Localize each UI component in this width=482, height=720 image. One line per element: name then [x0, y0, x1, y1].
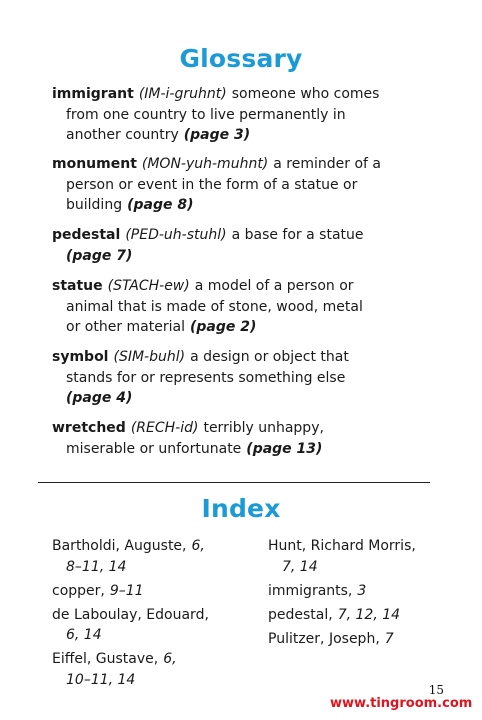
index-pages: 6,	[163, 651, 177, 667]
definition: miserable or unfortunate	[66, 440, 242, 457]
glossary-term: pedestal	[52, 227, 121, 243]
index-entry	[268, 581, 458, 602]
index-column-left	[52, 536, 252, 694]
index-pages: 7, 14	[282, 558, 318, 575]
pronunciation: (PED-uh-stuhl)	[125, 227, 227, 243]
definition: or other material	[66, 319, 185, 335]
definition: someone who comes	[231, 86, 380, 102]
index-heading: Index	[201, 494, 281, 523]
glossary-entry-immigrant	[52, 84, 412, 146]
definition: animal that is made of stone, wood, metal	[66, 298, 363, 315]
page-reference: (page 13)	[246, 440, 323, 457]
definition: a base for a statue	[231, 227, 364, 243]
pronunciation: (SIM-buhl)	[113, 349, 186, 365]
index-term: immigrants,	[268, 582, 353, 599]
definition: terribly unhappy,	[203, 420, 324, 436]
page-reference: (page 7)	[66, 247, 133, 264]
page-reference: (page 4)	[66, 390, 133, 406]
glossary-heading: Glossary	[179, 44, 303, 73]
glossary-term: wretched	[52, 420, 126, 436]
watermark-link[interactable]: www.tingroom.com	[330, 696, 473, 711]
index-pages: 8–11, 14	[66, 558, 127, 575]
page-number: 15	[428, 683, 444, 697]
index-pages: 3	[357, 582, 367, 599]
index-entry	[52, 581, 252, 602]
glossary-entry-statue	[52, 276, 412, 338]
glossary-term: statue	[52, 278, 103, 294]
index-pages: 7, 12, 14	[337, 606, 401, 623]
glossary-term: symbol	[52, 349, 109, 365]
glossary-entry-wretched	[52, 418, 412, 459]
definition: person or event in the form of a statue or	[66, 176, 358, 193]
index-entry	[268, 629, 458, 650]
index-pages: 9–11	[109, 582, 144, 599]
index-pages: 6,	[191, 538, 205, 554]
index-pages: 10–11, 14	[66, 671, 136, 688]
index-term: Pulitzer, Joseph,	[268, 630, 380, 647]
glossary-term: immigrant	[52, 86, 134, 102]
definition: from one country to live permanently in	[66, 106, 346, 123]
page-reference: (page 8)	[127, 197, 194, 213]
definition: stands for or represents something else	[66, 369, 346, 386]
index-column-right	[268, 536, 458, 653]
page-reference: (page 2)	[189, 319, 257, 335]
definition: a reminder of a	[273, 156, 382, 172]
definition: building	[66, 197, 123, 213]
definition: a design or object that	[190, 349, 349, 365]
index-term: Eiffel, Gustave,	[52, 651, 159, 667]
definition: a model of a person or	[194, 278, 354, 294]
definition: another country	[66, 127, 179, 143]
index-pages: 7	[384, 630, 394, 647]
glossary-entry-pedestal	[52, 225, 412, 266]
pronunciation: (STACH-ew)	[107, 278, 190, 294]
index-entry	[52, 649, 252, 690]
pronunciation: (RECH-id)	[130, 420, 199, 436]
index-term: copper,	[52, 582, 105, 599]
pronunciation: (IM-i-gruhnt)	[138, 86, 227, 102]
index-term: pedestal,	[268, 606, 333, 623]
index-term: Bartholdi, Auguste,	[52, 538, 187, 554]
glossary-entry-monument	[52, 154, 412, 216]
index-pages: 6, 14	[66, 627, 102, 643]
pronunciation: (MON-yuh-muhnt)	[141, 156, 269, 172]
page-reference: (page 3)	[183, 127, 251, 143]
index-term: de Laboulay, Edouard,	[52, 606, 209, 623]
index-entry	[268, 536, 458, 577]
glossary-term: monument	[52, 156, 137, 172]
index-term: Hunt, Richard Morris,	[268, 538, 416, 554]
glossary-entry-symbol	[52, 347, 412, 409]
section-divider	[38, 482, 430, 483]
index-entry	[268, 605, 458, 626]
index-entry	[52, 605, 252, 646]
index-entry	[52, 536, 252, 577]
